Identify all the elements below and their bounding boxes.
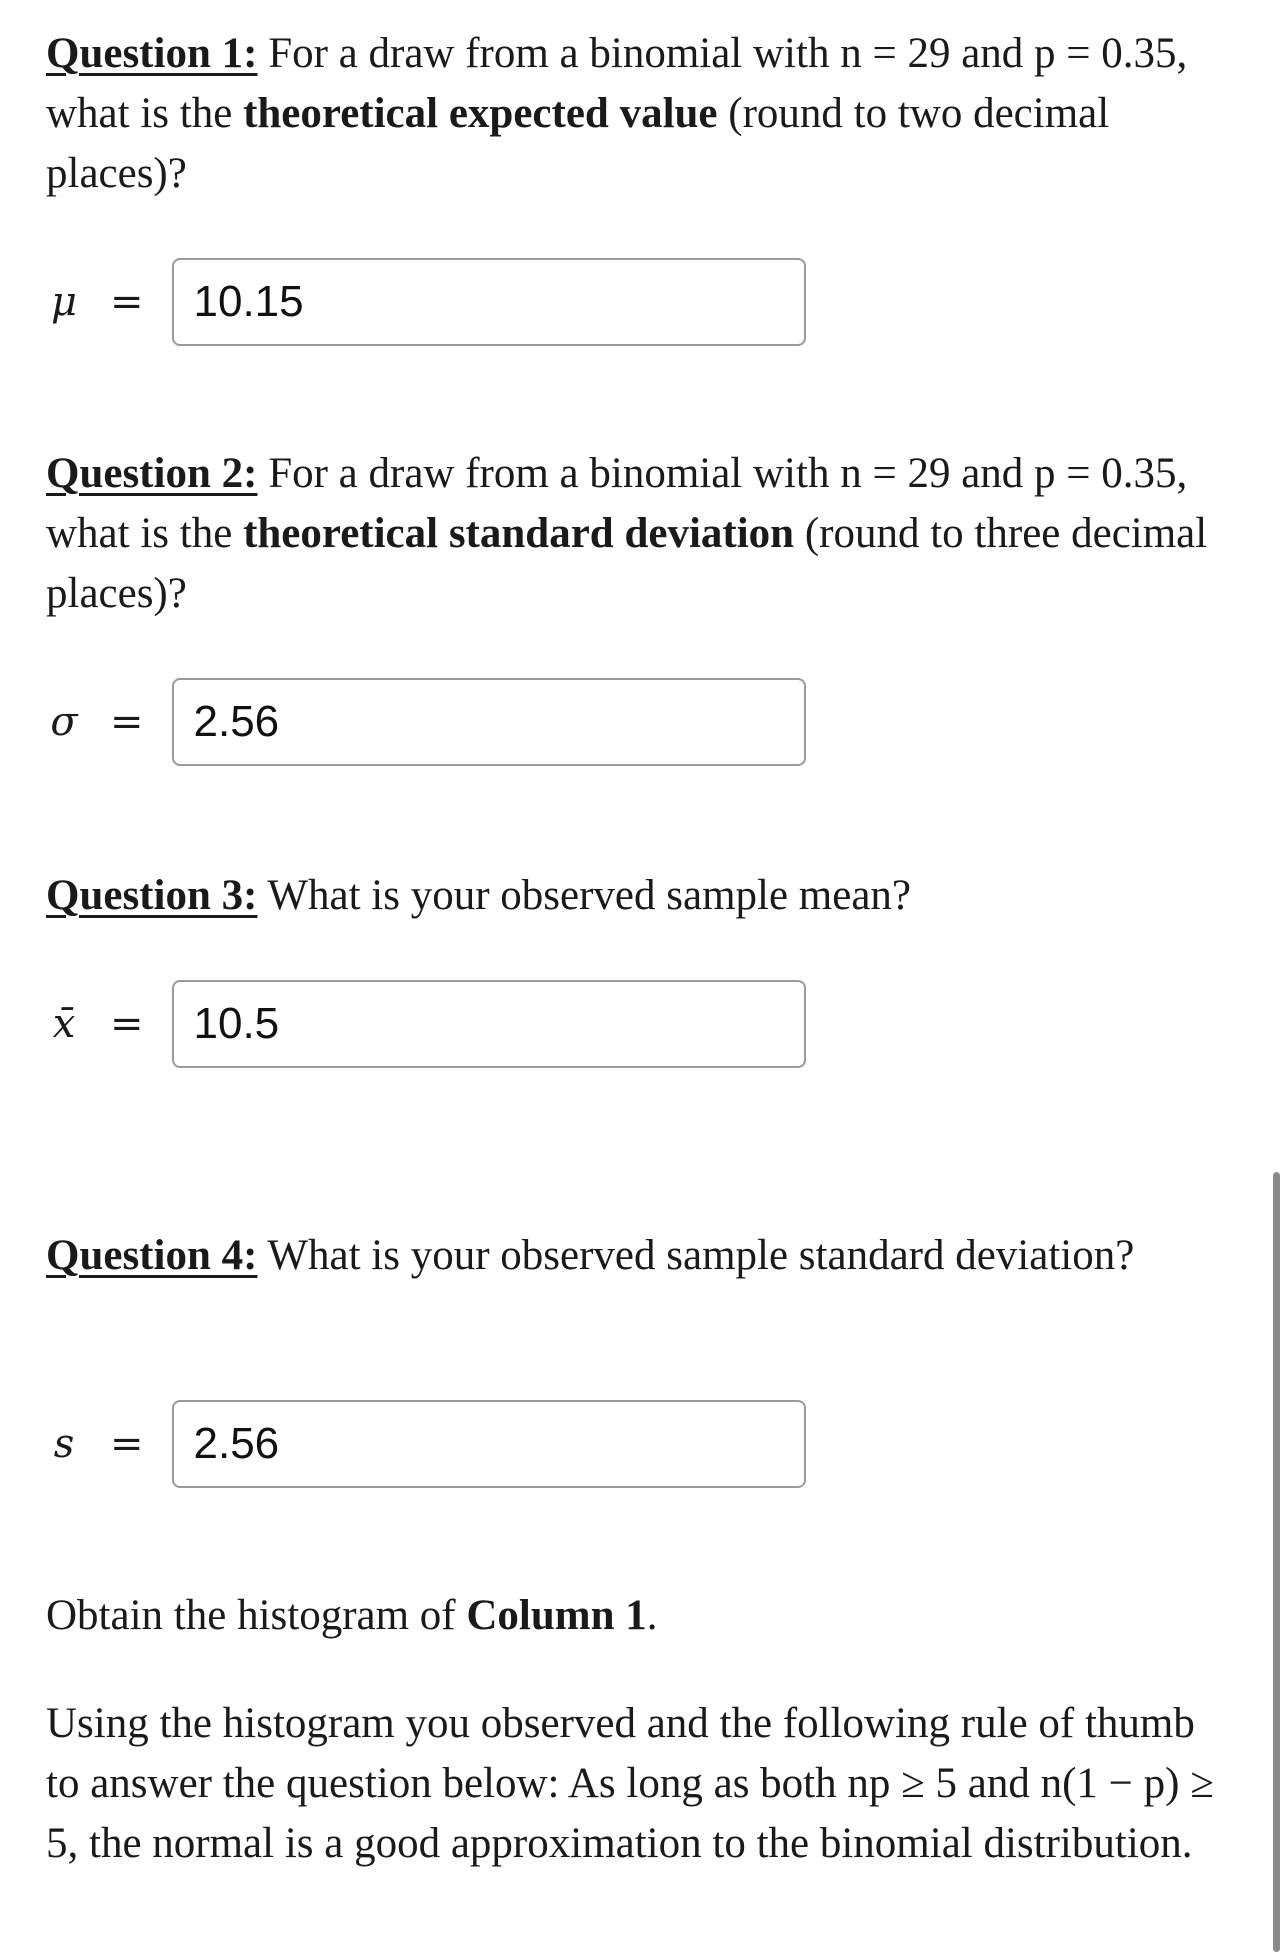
question-3-text: Question 3: What is your observed sample mean? bbox=[46, 872, 912, 919]
mu-symbol: μ bbox=[51, 279, 77, 325]
sample-mean-answer-input[interactable] bbox=[172, 980, 806, 1068]
question-4-answer-row bbox=[44, 1400, 806, 1488]
mu-answer-input[interactable] bbox=[172, 258, 806, 346]
sample-sd-answer-input[interactable] bbox=[172, 1400, 806, 1488]
equals-sign: = bbox=[110, 1001, 144, 1047]
question-1-label: Question 1: bbox=[46, 30, 258, 77]
x-bar-symbol: x̄ bbox=[52, 1001, 76, 1047]
question-2-answer-row bbox=[44, 678, 806, 766]
question-3-answer-row bbox=[44, 980, 806, 1068]
rule-of-thumb-text: Using the histogram you observed and the following rule of thumb to answer the question below: As long as both np ≥ 5 and n(1 − p) ≥ 5, the normal is a good approximation to the binomial distribution. bbox=[46, 1700, 1214, 1867]
sigma-symbol: σ bbox=[50, 699, 78, 745]
sigma-answer-input[interactable] bbox=[172, 678, 806, 766]
question-1-text: Question 1: For a draw from a binomial with n = 29 and p = 0.35, what is the theoretical expected value (round to two decimal places)? bbox=[46, 30, 1188, 197]
question-4-text: Question 4: What is your observed sample standard deviation? bbox=[46, 1232, 1135, 1279]
question-3-label: Question 3: bbox=[46, 872, 258, 919]
question-2-label: Question 2: bbox=[46, 450, 258, 497]
vertical-scrollbar[interactable] bbox=[1273, 1172, 1280, 1952]
question-1-answer-row bbox=[44, 258, 806, 346]
question-4-label: Question 4: bbox=[46, 1232, 258, 1279]
histogram-instruction: Obtain the histogram of Column 1. bbox=[46, 1592, 658, 1639]
question-2-text: Question 2: For a draw from a binomial with n = 29 and p = 0.35, what is the theoretical standard deviation (round to three decimal places)? bbox=[46, 450, 1208, 617]
equals-sign: = bbox=[110, 699, 144, 745]
s-symbol: s bbox=[53, 1421, 75, 1467]
equals-sign: = bbox=[110, 1421, 144, 1467]
equals-sign: = bbox=[110, 279, 144, 325]
